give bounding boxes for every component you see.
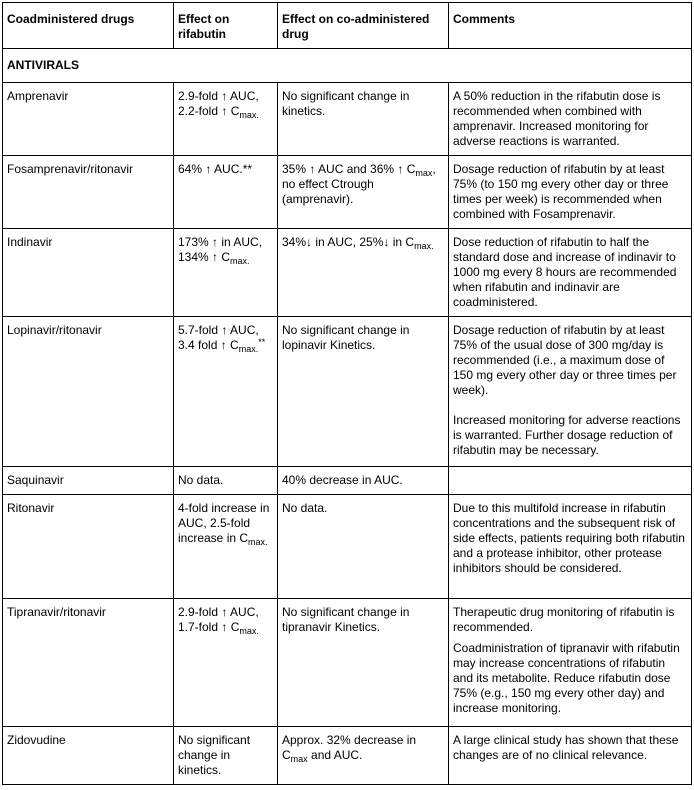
comment-paragraph: Coadministration of tipranavir with rifabutin may increase concentrations of rifabutin and its metabolite. Reduce rifabutin dose 75% (e.g., 150 mg every other day) and increase monitoring. (453, 641, 680, 715)
effect-text: 34%↓ in AUC, 25%↓ in C (282, 235, 415, 249)
effect-text: 1.7-fold ↑ C (178, 620, 240, 634)
effect-on-coadministered-drug: No data. (278, 495, 449, 599)
effect-text: 173% ↑ in AUC, 134% ↑ C (178, 235, 263, 264)
comment: A 50% reduction in the rifabutin dose is recommended when combined with amprenavir. Increased monitoring for adverse reactions is warranted. (449, 83, 692, 156)
effect-on-coadministered-drug (278, 229, 449, 317)
effect-on-coadministered-drug (278, 156, 449, 229)
cmax-subscript: max. (414, 241, 434, 251)
comment: A large clinical study has shown that these changes are of no clinical relevance. (449, 727, 692, 785)
cmax-subscript: max (290, 754, 308, 764)
effect-text: 2.9-fold ↑ AUC, (178, 605, 259, 619)
effect-on-rifabutin: 64% ↑ AUC.** (174, 156, 278, 229)
header-effect-on-rifabutin: Effect on rifabutin (174, 3, 278, 49)
effect-on-rifabutin (174, 83, 278, 156)
cmax-subscript: max. (239, 626, 259, 636)
effect-text: 5.7-fold ↑ AUC, 3.4 fold ↑ C (178, 323, 259, 352)
table-row (3, 727, 692, 785)
effect-on-rifabutin (174, 599, 278, 727)
effect-on-rifabutin (174, 495, 278, 599)
comment: Dosage reduction of rifabutin by at least 75% (to 150 mg every other day or three times per week) is recommended when combined with Fosamprenavir. (449, 156, 692, 229)
effect-on-coadministered-drug: No significant change in kinetics. (278, 83, 449, 156)
header-comments: Comments (449, 3, 692, 49)
effect-on-rifabutin (174, 317, 278, 467)
cmax-subscript: max. (248, 537, 268, 547)
comment (449, 317, 692, 467)
header-row (3, 3, 692, 49)
table-row (3, 83, 692, 156)
cmax-subscript: max. (238, 344, 259, 354)
table-row (3, 467, 692, 495)
section-title: ANTIVIRALS (3, 49, 692, 83)
effect-text: and AUC. (307, 748, 363, 762)
comment-paragraph: Dosage reduction of rifabutin by at least 75% of the usual dose of 300 mg/day is recommended (i.e., a maximum dose of 150 mg every other day or three times per week). (453, 323, 677, 397)
comment: Due to this multifold increase in rifabutin concentrations and the subsequent risk of side effects, patients requiring both rifabutin and a protease inhibitor, other protease inhibitors should be considered. (449, 495, 692, 599)
table-row (3, 599, 692, 727)
table-row (3, 156, 692, 229)
drug-name: Fosamprenavir/ritonavir (3, 156, 174, 229)
drug-name: Ritonavir (3, 495, 174, 599)
effect-on-rifabutin: No significant change in kinetics. (174, 727, 278, 785)
comment (449, 599, 692, 727)
drug-name: Lopinavir/ritonavir (3, 317, 174, 467)
comment (449, 467, 692, 495)
drug-name: Zidovudine (3, 727, 174, 785)
drug-name: Tipranavir/ritonavir (3, 599, 174, 727)
cmax-subscript: max. (230, 256, 250, 266)
table-row (3, 229, 692, 317)
effect-on-rifabutin: No data. (174, 467, 278, 495)
effect-text: Approx. 32% decrease in C (282, 733, 417, 762)
effect-on-rifabutin (174, 229, 278, 317)
header-coadministered-drugs: Coadministered drugs (3, 3, 174, 49)
drug-interaction-table (2, 2, 692, 785)
effect-text: 35% ↑ AUC and 36% ↑ C (282, 162, 416, 176)
comment-paragraph: Therapeutic drug monitoring of rifabutin is recommended. (453, 605, 675, 634)
header-effect-on-coadministered-drug: Effect on co-administered drug (278, 3, 449, 49)
effect-text: 4-fold increase in AUC, 2.5-fold increase in C (178, 501, 270, 545)
cmax-subscript: max. (239, 110, 259, 120)
effect-text: 2.9-fold ↑ AUC, (178, 89, 259, 103)
drug-name: Indinavir (3, 229, 174, 317)
effect-on-coadministered-drug: 40% decrease in AUC. (278, 467, 449, 495)
footnote-marker: ** (258, 337, 266, 347)
comment-paragraph: Increased monitoring for adverse reactions is warranted. Further dosage reduction of rifabutin may be necessary. (453, 413, 681, 457)
effect-on-coadministered-drug (278, 727, 449, 785)
drug-name: Saquinavir (3, 467, 174, 495)
table-row (3, 317, 692, 467)
effect-text: 2.2-fold ↑ C (178, 104, 240, 118)
comment: Dose reduction of rifabutin to half the standard dose and increase of indinavir to 1000 mg every 8 hours are recommended when rifabutin and indinavir are coadministered. (449, 229, 692, 317)
table-row (3, 495, 692, 599)
drug-name: Amprenavir (3, 83, 174, 156)
effect-text: , no effect Ctrough (amprenavir). (282, 162, 436, 206)
section-row (3, 49, 692, 83)
cmax-subscript: max (415, 168, 433, 178)
effect-on-coadministered-drug: No significant change in lopinavir Kinetics. (278, 317, 449, 467)
effect-on-coadministered-drug: No significant change in tipranavir Kinetics. (278, 599, 449, 727)
